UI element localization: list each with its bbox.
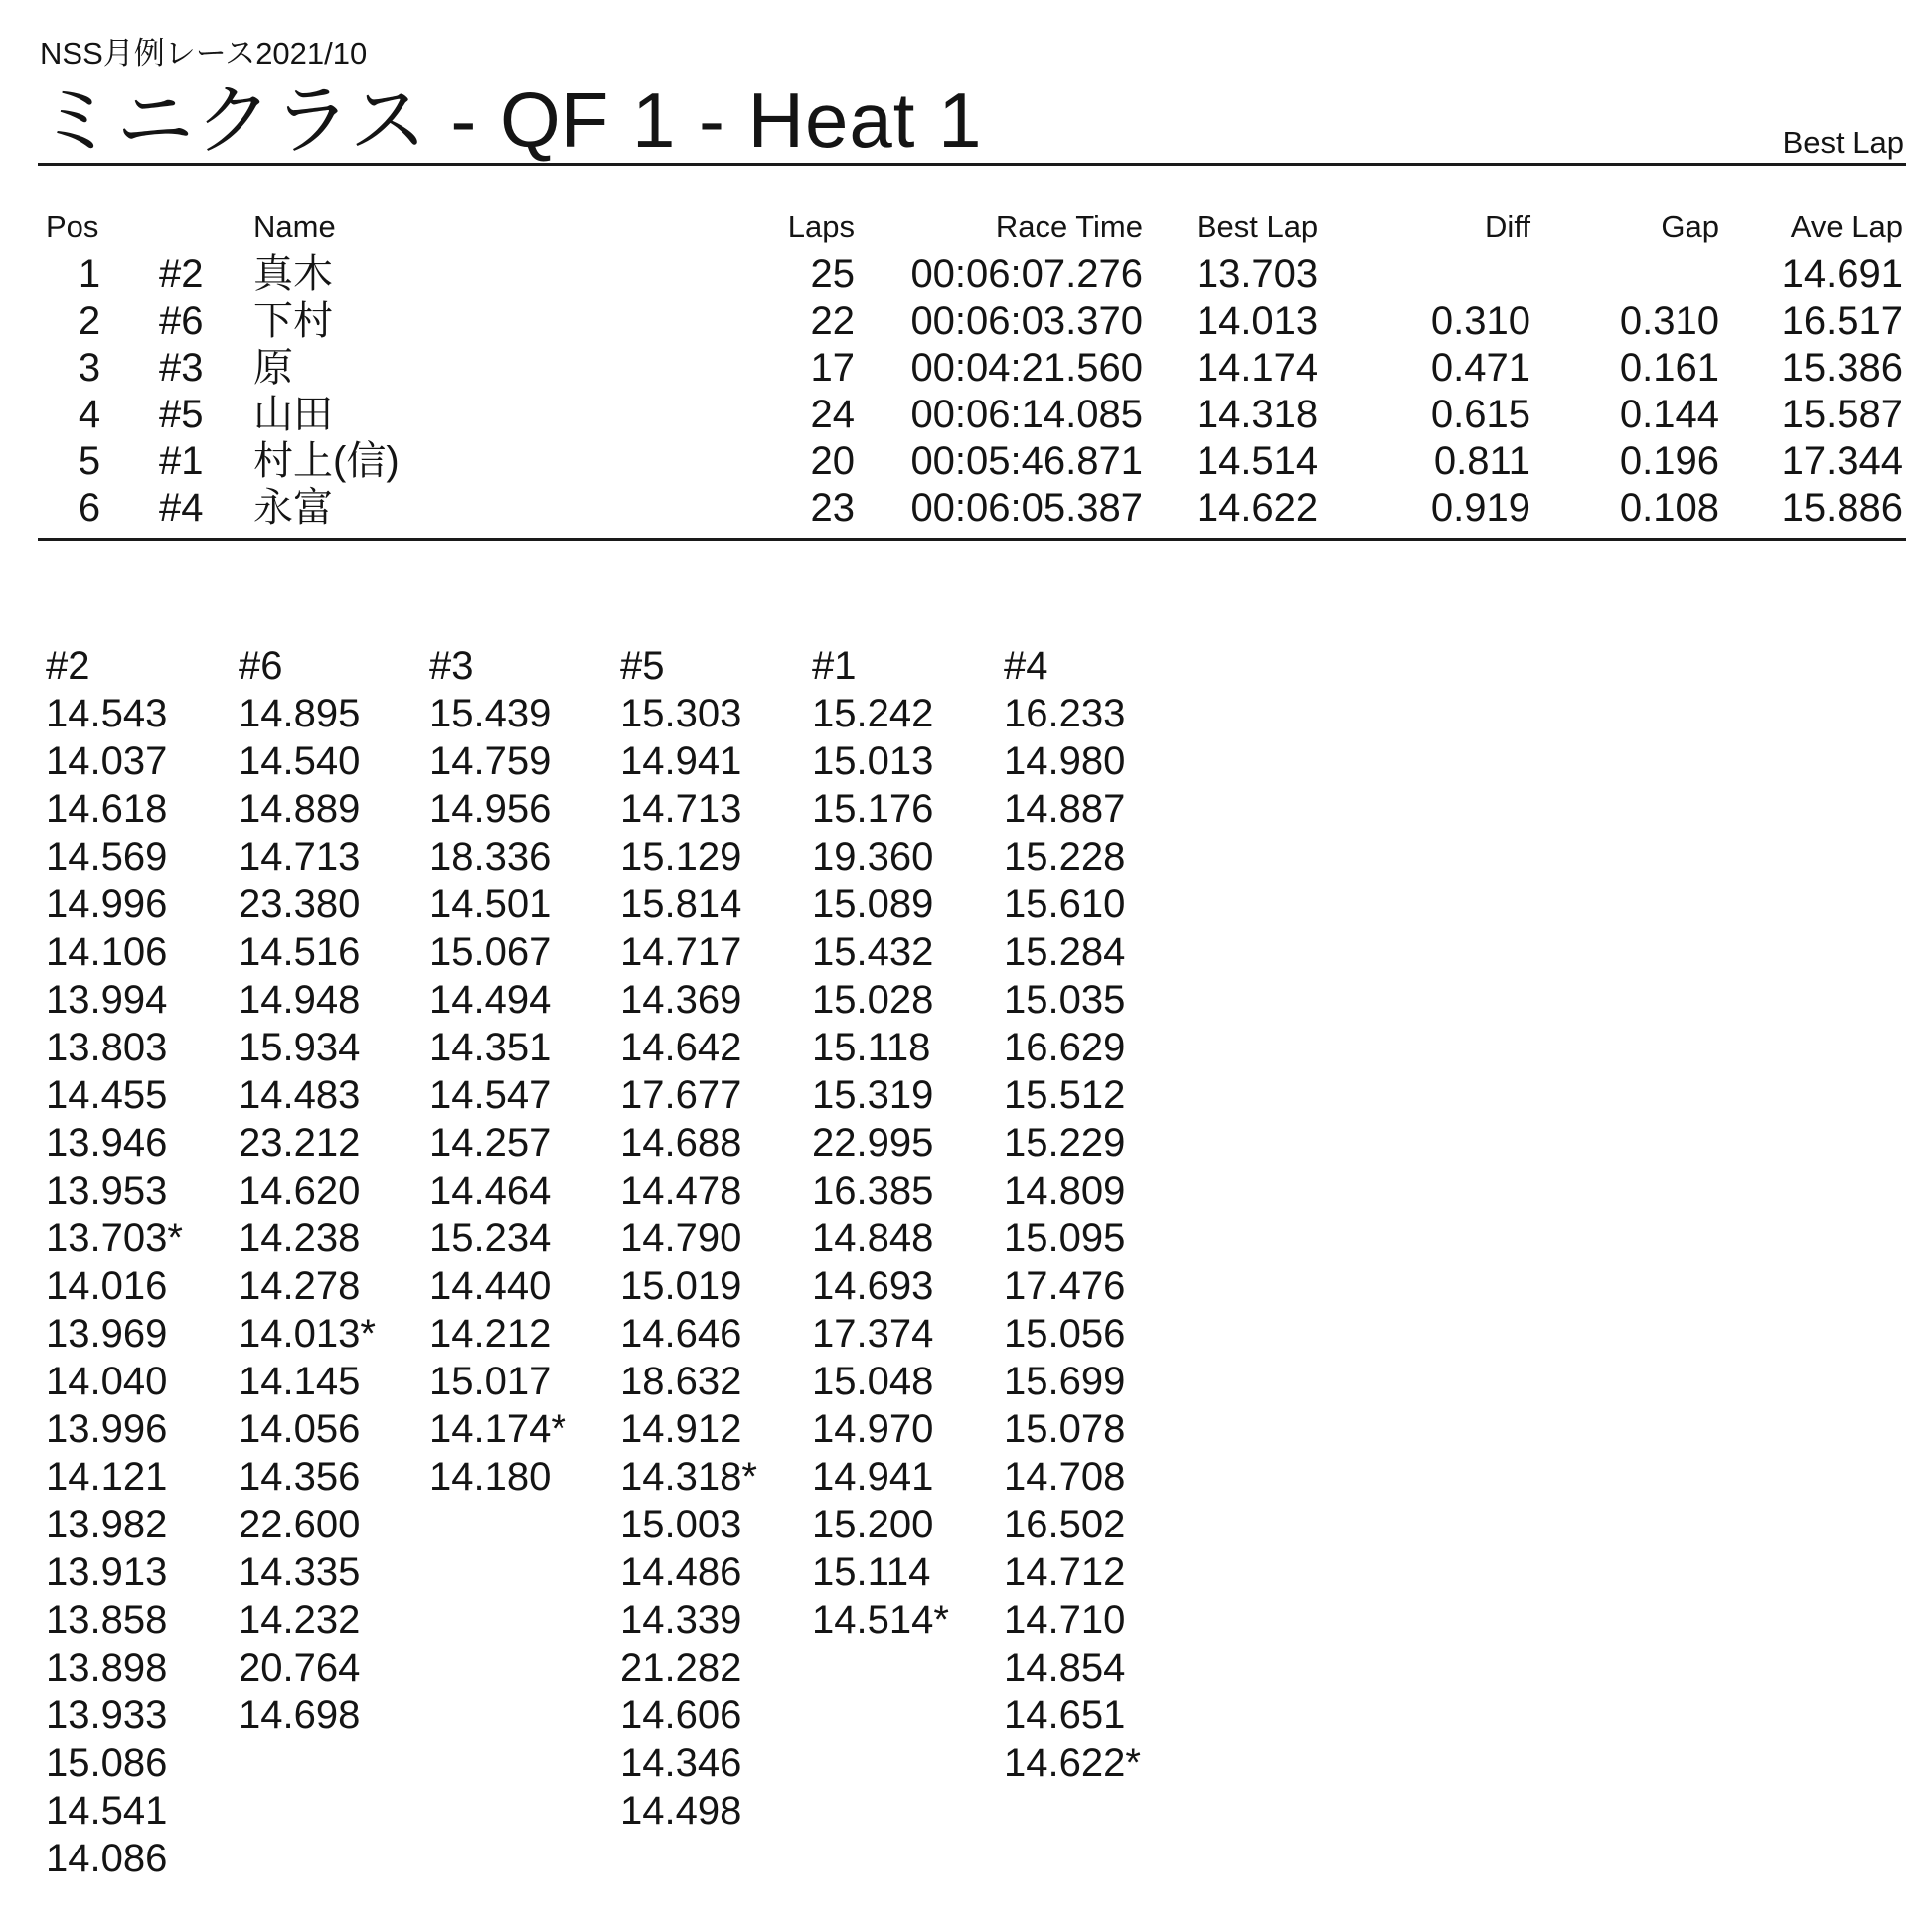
lap-column xyxy=(239,642,417,1739)
ave-lap-cell: 15.886 xyxy=(1781,486,1903,530)
lap-time: 15.814 xyxy=(620,883,742,926)
lap-time: 15.089 xyxy=(812,883,934,926)
race-time-cell: 00:06:03.370 xyxy=(910,299,1143,343)
lap-time: 13.858 xyxy=(46,1598,168,1642)
lap-time: 15.176 xyxy=(812,787,934,831)
lap-time: 14.351 xyxy=(429,1026,552,1069)
results-divider xyxy=(38,538,1906,541)
lap-time: 14.941 xyxy=(620,739,742,783)
lap-time: 14.713 xyxy=(239,835,361,879)
race-time-cell: 00:05:46.871 xyxy=(910,439,1143,483)
lap-time: 14.498 xyxy=(620,1789,742,1833)
ave-lap-cell: 15.386 xyxy=(1781,346,1903,390)
lap-time: 21.282 xyxy=(620,1646,742,1690)
lap-column-header: #5 xyxy=(620,644,665,688)
lap-column xyxy=(620,642,799,1835)
table-row xyxy=(0,488,1928,536)
lap-time: 15.129 xyxy=(620,835,742,879)
diff-cell: 0.310 xyxy=(1430,299,1530,343)
lap-time: 16.233 xyxy=(1004,692,1126,735)
column-header-gap: Gap xyxy=(1661,209,1719,243)
ave-lap-cell: 16.517 xyxy=(1781,299,1903,343)
lap-time: 14.651 xyxy=(1004,1693,1126,1737)
lap-time: 15.078 xyxy=(1004,1407,1126,1451)
ave-lap-cell: 17.344 xyxy=(1781,439,1903,483)
lap-time: 14.086 xyxy=(46,1837,168,1880)
lap-time: 15.242 xyxy=(812,692,934,735)
column-header-name: Name xyxy=(253,209,336,243)
car-number-cell: #2 xyxy=(159,252,204,296)
ave-lap-cell: 15.587 xyxy=(1781,393,1903,436)
car-number-cell: #5 xyxy=(159,393,204,436)
lap-time: 14.346 xyxy=(620,1741,742,1785)
lap-time: 14.356 xyxy=(239,1455,361,1499)
lap-time: 14.809 xyxy=(1004,1169,1126,1212)
lap-time: 15.013 xyxy=(812,739,934,783)
gap-cell: 0.196 xyxy=(1619,439,1719,483)
car-number-cell: #6 xyxy=(159,299,204,343)
lap-time: 15.432 xyxy=(812,930,934,974)
laps-cell: 24 xyxy=(810,393,855,436)
lap-time: 14.642 xyxy=(620,1026,742,1069)
lap-time: 14.688 xyxy=(620,1121,742,1165)
lap-time: 14.713 xyxy=(620,787,742,831)
driver-name-cell: 山田 xyxy=(253,393,333,436)
lap-time: 14.710 xyxy=(1004,1598,1126,1642)
lap-time: 15.056 xyxy=(1004,1312,1126,1356)
lap-time: 15.048 xyxy=(812,1360,934,1403)
lap-time: 14.712 xyxy=(1004,1550,1126,1594)
lap-list xyxy=(239,690,417,1739)
lap-list xyxy=(812,690,991,1644)
lap-time: 14.013* xyxy=(239,1312,376,1356)
lap-column-header: #6 xyxy=(239,644,283,688)
pos-cell: 2 xyxy=(78,299,101,343)
lap-time: 15.284 xyxy=(1004,930,1126,974)
lap-time: 14.318* xyxy=(620,1455,757,1499)
ave-lap-cell: 14.691 xyxy=(1781,252,1903,296)
lap-time: 20.764 xyxy=(239,1646,361,1690)
race-time-cell: 00:04:21.560 xyxy=(910,346,1143,390)
race-time-cell: 00:06:05.387 xyxy=(910,486,1143,530)
lap-time: 14.180 xyxy=(429,1455,552,1499)
lap-time: 13.933 xyxy=(46,1693,168,1737)
pos-cell: 6 xyxy=(78,486,101,530)
event-title: NSS月例レース2021/10 xyxy=(40,36,368,71)
lap-time: 14.278 xyxy=(239,1264,361,1308)
lap-time: 14.887 xyxy=(1004,787,1126,831)
lap-time: 14.501 xyxy=(429,883,552,926)
lap-time: 14.790 xyxy=(620,1216,742,1260)
lap-time: 15.019 xyxy=(620,1264,742,1308)
lap-time: 15.319 xyxy=(812,1073,934,1117)
lap-time: 15.086 xyxy=(46,1741,168,1785)
lap-time: 15.228 xyxy=(1004,835,1126,879)
lap-time: 22.995 xyxy=(812,1121,934,1165)
lap-time: 14.516 xyxy=(239,930,361,974)
lap-time: 14.335 xyxy=(239,1550,361,1594)
lap-time: 14.514* xyxy=(812,1598,949,1642)
lap-time: 15.035 xyxy=(1004,978,1126,1022)
lap-column xyxy=(46,642,225,1882)
car-number-cell: #4 xyxy=(159,486,204,530)
header-divider xyxy=(38,163,1906,166)
driver-name-cell: 原 xyxy=(253,346,293,390)
lap-time: 14.540 xyxy=(239,739,361,783)
best-lap-cell: 13.703 xyxy=(1196,252,1319,296)
laps-cell: 20 xyxy=(810,439,855,483)
best-lap-cell: 14.514 xyxy=(1196,439,1319,483)
lap-time: 14.956 xyxy=(429,787,552,831)
best-lap-cell: 14.622 xyxy=(1196,486,1319,530)
lap-time: 15.017 xyxy=(429,1360,552,1403)
lap-time: 16.502 xyxy=(1004,1503,1126,1546)
lap-time: 14.759 xyxy=(429,739,552,783)
laps-cell: 22 xyxy=(810,299,855,343)
best-lap-cell: 14.013 xyxy=(1196,299,1319,343)
lap-time: 14.543 xyxy=(46,692,168,735)
laps-cell: 17 xyxy=(810,346,855,390)
laps-cell: 23 xyxy=(810,486,855,530)
lap-list xyxy=(620,690,799,1835)
lap-time: 14.541 xyxy=(46,1789,168,1833)
lap-time: 13.803 xyxy=(46,1026,168,1069)
sort-caption: Best Lap xyxy=(1782,125,1904,160)
lap-time: 15.118 xyxy=(812,1026,931,1069)
lap-time: 14.440 xyxy=(429,1264,552,1308)
lap-time: 13.946 xyxy=(46,1121,168,1165)
lap-time: 14.622* xyxy=(1004,1741,1141,1785)
column-header-best-lap: Best Lap xyxy=(1196,209,1319,243)
lap-time: 14.606 xyxy=(620,1693,742,1737)
lap-time: 14.895 xyxy=(239,692,361,735)
lap-time: 14.339 xyxy=(620,1598,742,1642)
lap-time: 14.257 xyxy=(429,1121,552,1165)
lap-time: 14.698 xyxy=(239,1693,361,1737)
best-lap-cell: 14.318 xyxy=(1196,393,1319,436)
lap-time: 14.145 xyxy=(239,1360,361,1403)
lap-time: 14.569 xyxy=(46,835,168,879)
lap-column xyxy=(429,642,608,1501)
driver-name-cell: 真木 xyxy=(253,252,333,296)
lap-column-header: #3 xyxy=(429,644,474,688)
lap-time: 13.996 xyxy=(46,1407,168,1451)
lap-time: 14.693 xyxy=(812,1264,934,1308)
lap-time: 13.898 xyxy=(46,1646,168,1690)
lap-time: 15.067 xyxy=(429,930,552,974)
car-number-cell: #1 xyxy=(159,439,204,483)
lap-column-header: #1 xyxy=(812,644,857,688)
gap-cell: 0.161 xyxy=(1619,346,1719,390)
lap-time: 15.200 xyxy=(812,1503,934,1546)
table-row xyxy=(0,441,1928,489)
lap-time: 15.699 xyxy=(1004,1360,1126,1403)
lap-time: 14.016 xyxy=(46,1264,168,1308)
lap-time: 18.632 xyxy=(620,1360,742,1403)
lap-time: 15.229 xyxy=(1004,1121,1126,1165)
lap-time: 23.212 xyxy=(239,1121,361,1165)
lap-time: 14.369 xyxy=(620,978,742,1022)
lap-time: 14.889 xyxy=(239,787,361,831)
page-title: ミニクラス - QF 1 - Heat 1 xyxy=(38,77,983,164)
column-header-ave-lap: Ave Lap xyxy=(1790,209,1903,243)
driver-name-cell: 村上(信) xyxy=(253,439,400,483)
lap-time: 13.982 xyxy=(46,1503,168,1546)
results-header-row xyxy=(0,211,1928,258)
table-row xyxy=(0,348,1928,396)
lap-time: 14.238 xyxy=(239,1216,361,1260)
driver-name-cell: 下村 xyxy=(253,299,333,343)
lap-column-header: #2 xyxy=(46,644,90,688)
lap-time: 15.610 xyxy=(1004,883,1126,926)
lap-time: 14.717 xyxy=(620,930,742,974)
lap-column-header: #4 xyxy=(1004,644,1048,688)
lap-time: 17.374 xyxy=(812,1312,934,1356)
lap-time: 16.629 xyxy=(1004,1026,1126,1069)
lap-time: 14.040 xyxy=(46,1360,168,1403)
lap-time: 14.455 xyxy=(46,1073,168,1117)
gap-cell: 0.144 xyxy=(1619,393,1719,436)
lap-time: 15.234 xyxy=(429,1216,552,1260)
lap-time: 14.106 xyxy=(46,930,168,974)
pos-cell: 1 xyxy=(78,252,101,296)
lap-time: 13.913 xyxy=(46,1550,168,1594)
lap-time: 14.547 xyxy=(429,1073,552,1117)
lap-time: 14.232 xyxy=(239,1598,361,1642)
lap-time: 14.494 xyxy=(429,978,552,1022)
column-header-pos: Pos xyxy=(46,209,99,243)
car-number-cell: #3 xyxy=(159,346,204,390)
best-lap-cell: 14.174 xyxy=(1196,346,1319,390)
lap-time: 15.114 xyxy=(812,1550,931,1594)
diff-cell: 0.811 xyxy=(1433,439,1530,483)
lap-time: 14.212 xyxy=(429,1312,552,1356)
lap-time: 14.996 xyxy=(46,883,168,926)
lap-time: 14.708 xyxy=(1004,1455,1126,1499)
gap-cell: 0.108 xyxy=(1619,486,1719,530)
pos-cell: 4 xyxy=(78,393,101,436)
lap-list xyxy=(1004,690,1183,1787)
lap-time: 14.980 xyxy=(1004,739,1126,783)
lap-time: 22.600 xyxy=(239,1503,361,1546)
lap-time: 14.941 xyxy=(812,1455,934,1499)
pos-cell: 5 xyxy=(78,439,101,483)
table-row xyxy=(0,301,1928,349)
lap-time: 14.486 xyxy=(620,1550,742,1594)
lap-time: 14.121 xyxy=(46,1455,168,1499)
lap-time: 13.703* xyxy=(46,1216,183,1260)
table-row xyxy=(0,395,1928,442)
lap-time: 14.056 xyxy=(239,1407,361,1451)
lap-time: 15.303 xyxy=(620,692,742,735)
lap-time: 15.934 xyxy=(239,1026,361,1069)
lap-time: 15.095 xyxy=(1004,1216,1126,1260)
lap-time: 14.970 xyxy=(812,1407,934,1451)
column-header-laps: Laps xyxy=(787,209,855,243)
race-time-cell: 00:06:07.276 xyxy=(910,252,1143,296)
driver-name-cell: 永富 xyxy=(253,486,333,530)
diff-cell: 0.919 xyxy=(1430,486,1530,530)
gap-cell: 0.310 xyxy=(1619,299,1719,343)
lap-column xyxy=(812,642,991,1644)
lap-time: 14.646 xyxy=(620,1312,742,1356)
lap-time: 17.476 xyxy=(1004,1264,1126,1308)
lap-time: 14.618 xyxy=(46,787,168,831)
column-header-diff: Diff xyxy=(1485,209,1530,243)
lap-column xyxy=(1004,642,1183,1787)
lap-time: 14.912 xyxy=(620,1407,742,1451)
lap-time: 18.336 xyxy=(429,835,552,879)
lap-time: 14.037 xyxy=(46,739,168,783)
lap-time: 14.483 xyxy=(239,1073,361,1117)
lap-time: 15.003 xyxy=(620,1503,742,1546)
lap-time: 14.174* xyxy=(429,1407,566,1451)
lap-time: 13.953 xyxy=(46,1169,168,1212)
column-header-race-time: Race Time xyxy=(995,209,1143,243)
lap-time: 14.948 xyxy=(239,978,361,1022)
lap-list xyxy=(46,690,225,1882)
diff-cell: 0.471 xyxy=(1430,346,1530,390)
pos-cell: 3 xyxy=(78,346,101,390)
lap-time: 14.854 xyxy=(1004,1646,1126,1690)
race-time-cell: 00:06:14.085 xyxy=(910,393,1143,436)
lap-time: 23.380 xyxy=(239,883,361,926)
lap-time: 13.969 xyxy=(46,1312,168,1356)
laps-cell: 25 xyxy=(810,252,855,296)
lap-time: 15.512 xyxy=(1004,1073,1126,1117)
lap-time: 13.994 xyxy=(46,978,168,1022)
lap-list xyxy=(429,690,608,1501)
lap-time: 14.620 xyxy=(239,1169,361,1212)
lap-time: 19.360 xyxy=(812,835,934,879)
table-row xyxy=(0,254,1928,302)
lap-time: 15.028 xyxy=(812,978,934,1022)
diff-cell: 0.615 xyxy=(1430,393,1530,436)
lap-time: 14.464 xyxy=(429,1169,552,1212)
lap-time: 17.677 xyxy=(620,1073,742,1117)
lap-time: 16.385 xyxy=(812,1169,934,1212)
lap-time: 14.478 xyxy=(620,1169,742,1212)
lap-time: 15.439 xyxy=(429,692,552,735)
lap-time: 14.848 xyxy=(812,1216,934,1260)
